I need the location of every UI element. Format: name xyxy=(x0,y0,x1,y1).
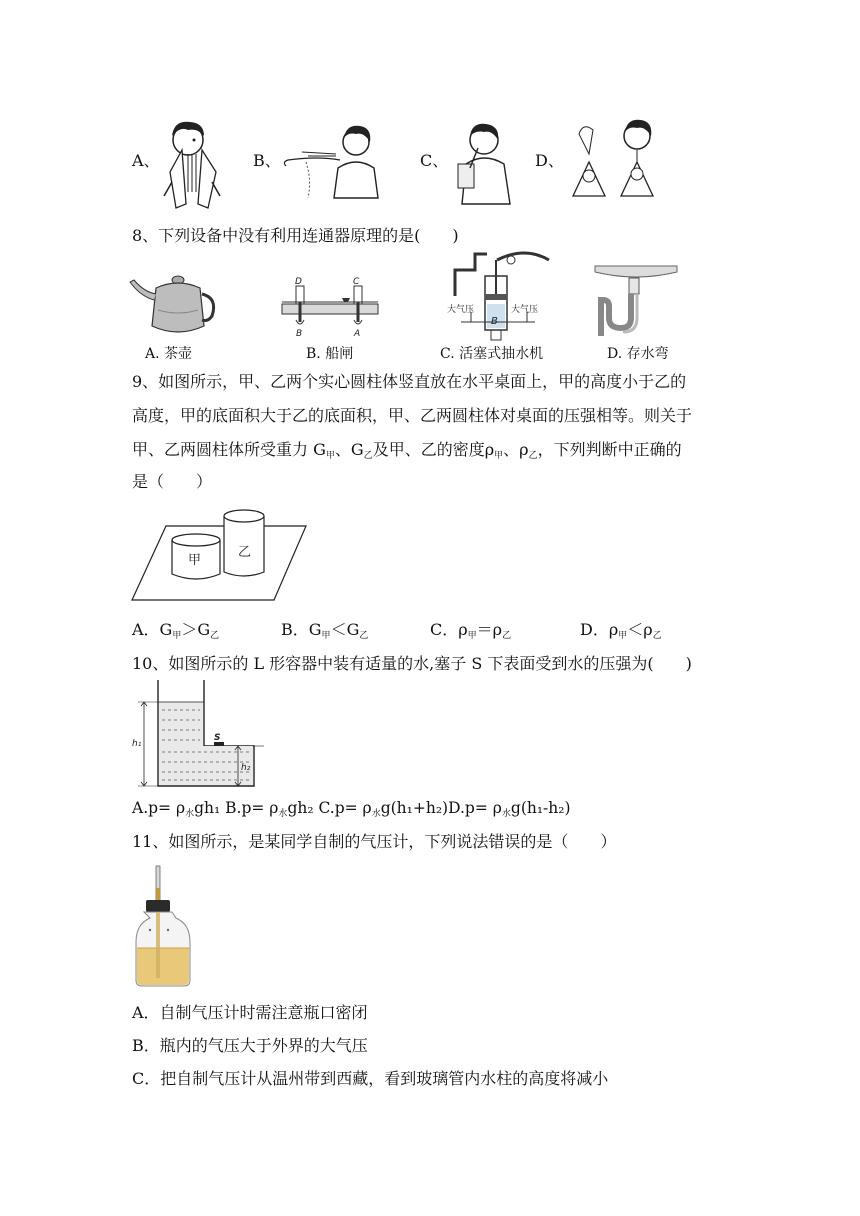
q9-figure-label-yi: 乙 xyxy=(238,545,252,560)
q7-figure-b-paper-strip xyxy=(278,120,383,200)
q7-option-c-label: C、 xyxy=(420,151,449,170)
q9-option-d: D．$\rho_甲<\rho_乙$ xyxy=(580,620,662,641)
q9-figure-cylinders xyxy=(130,506,310,601)
q7-figure-d-funnels xyxy=(565,114,675,204)
q7-figure-a-paper-blowing xyxy=(158,112,233,210)
q11-stem: 11、如图所示，是某同学自制的气压计，下列说法错误的是（ ） xyxy=(132,832,617,851)
q8-lock-label-a: A xyxy=(354,329,361,339)
q8-caption-b: B. 船闸 xyxy=(306,346,354,362)
q11-option-b: B．瓶内的气压大于外界的大气压 xyxy=(132,1036,368,1055)
q11-option-c: C．把自制气压计从温州带到西藏，看到玻璃管内水柱的高度将减小 xyxy=(132,1069,609,1088)
q11-figure-barometer-bottle xyxy=(132,866,194,988)
q10-figure-label-h2: h₂ xyxy=(241,763,251,773)
q10-figure-l-container xyxy=(130,680,270,788)
q9-option-b: B．$G_甲<G_乙$ xyxy=(281,620,369,641)
q8-pump-label-atm-left: 大气压 xyxy=(447,305,475,315)
q10-figure-label-h1: h₁ xyxy=(132,739,142,749)
q9-option-c: C．$\rho_甲=\rho_乙$ xyxy=(430,620,512,641)
q9-option-a: A．$G_甲>G_乙$ xyxy=(132,620,220,641)
q8-figure-ship-lock xyxy=(282,276,382,340)
q7-option-b-label: B、 xyxy=(253,151,281,170)
q8-caption-a: A. 茶壶 xyxy=(145,346,193,362)
q7-figure-c-straw xyxy=(448,118,518,204)
q8-caption-d: D. 存水弯 xyxy=(607,346,669,362)
q11-option-a: A．自制气压计时需注意瓶口密闭 xyxy=(132,1003,368,1022)
q8-lock-label-b: B xyxy=(296,329,303,339)
q9-stem-line-1: 9、如图所示，甲、乙两个实心圆柱体竖直放在水平桌面上，甲的高度小于乙的 xyxy=(132,372,687,391)
q9-figure-label-jia: 甲 xyxy=(188,553,202,568)
q10-figure-label-s: S xyxy=(214,733,221,743)
q10-answers: $A.p= \rho_水gh_1$ $B.p= \rho_水gh_2$ $C.p= \rho_水g(h_1+h_2)D.p= \rho_水g(h_1-h_2)$ xyxy=(132,799,571,819)
q8-figure-piston-pump xyxy=(445,250,555,342)
q9-stem-line-4: 是（ ） xyxy=(132,472,213,491)
q8-lock-label-c: C xyxy=(353,277,360,287)
q9-stem-line-2: 高度，甲的底面积大于乙的底面积，甲、乙两圆柱体对桌面的压强相等。则关于 xyxy=(132,406,693,425)
q10-stem: 10、如图所示的 L 形容器中装有适量的水,塞子 S 下表面受到水的压强为( ) xyxy=(132,654,692,673)
q8-figure-sink-trap xyxy=(595,266,677,342)
q8-stem: 8、下列设备中没有利用连通器原理的是( ) xyxy=(132,226,459,245)
q8-caption-c: C. 活塞式抽水机 xyxy=(440,346,544,362)
q8-pump-label-b: B xyxy=(491,316,498,327)
q7-option-a-label: A、 xyxy=(132,151,160,170)
q9-stem-line-3: 甲、乙两圆柱体所受重力 $G_甲$、$G_乙$及甲、乙的密度$\rho_甲$、$\rho_乙$，下列判断中正确的 xyxy=(132,440,682,461)
q8-lock-label-d: D xyxy=(295,277,302,287)
q7-option-d-label: D、 xyxy=(535,151,564,170)
q8-figure-teapot xyxy=(128,270,218,340)
q8-pump-label-atm-right: 大气压 xyxy=(511,305,539,315)
